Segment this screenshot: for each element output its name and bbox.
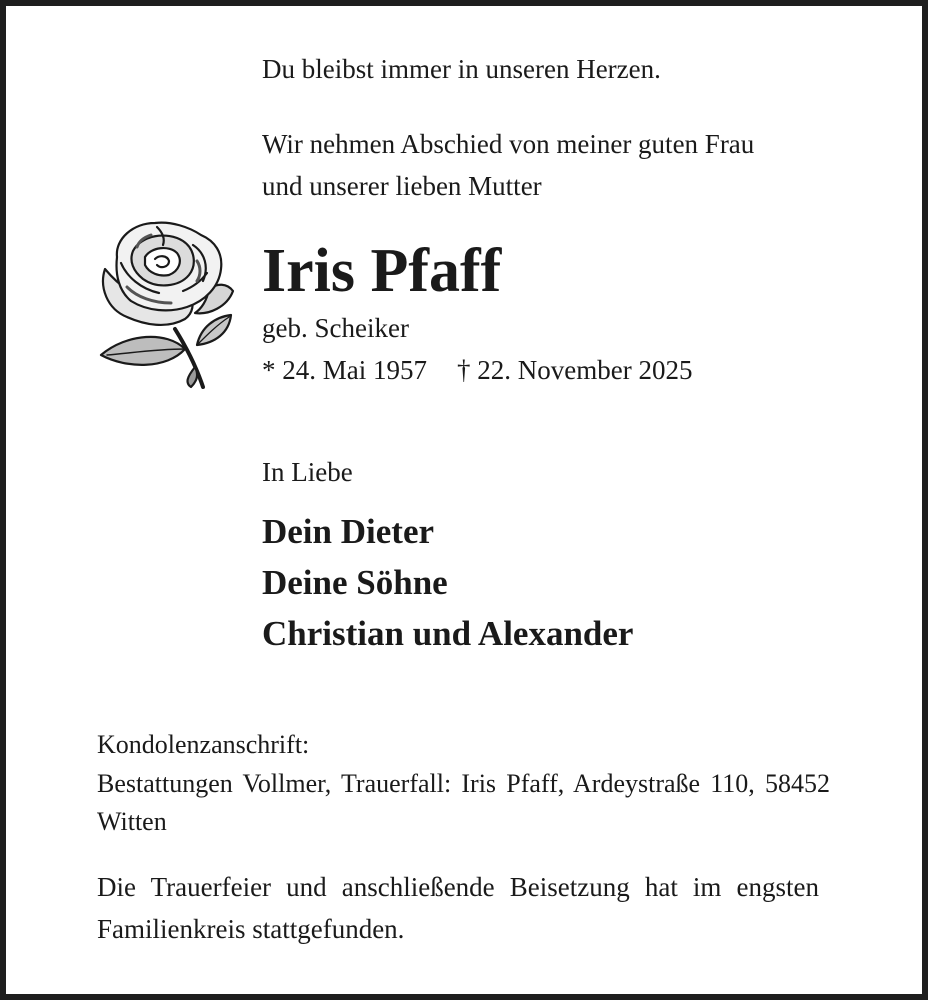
signoff-intro: In Liebe <box>262 457 353 487</box>
rose-icon <box>97 217 237 389</box>
condolence-address: Bestattungen Vollmer, Trauerfall: Iris Pfaff, Ardeystraße 110, 58452 Witten <box>97 769 830 836</box>
death-date: † 22. November 2025 <box>457 355 693 385</box>
signoff-name-2: Deine Söhne <box>262 563 448 602</box>
signoff-name-3: Christian und Alexander <box>262 614 634 653</box>
motto-line: Du bleibst immer in unseren Herzen. <box>262 54 661 84</box>
deceased-name: Iris Pfaff <box>262 237 502 305</box>
farewell-line-2: und unserer lieben Mutter <box>262 171 542 201</box>
condolence-label: Kondolenzanschrift: <box>97 730 310 759</box>
life-dates <box>262 350 692 390</box>
birth-name: geb. Scheiker <box>262 313 409 343</box>
signoff-name-1: Dein Dieter <box>262 512 435 551</box>
farewell-line-1: Wir nehmen Abschied von meiner guten Frau <box>262 129 755 159</box>
ceremony-notice: Die Trauerfeier und anschließende Beisetzung hat im engsten Familienkreis stattgefunden. <box>97 872 819 944</box>
birth-date: * 24. Mai 1957 <box>262 355 427 385</box>
